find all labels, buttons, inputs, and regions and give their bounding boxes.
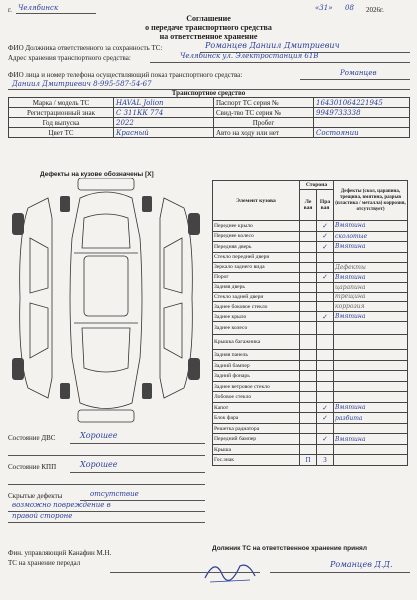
right-side-mark: ✓ bbox=[317, 272, 334, 283]
manager-sub-label: ТС на хранение передал bbox=[8, 559, 81, 567]
part-name: Крышка багажника bbox=[213, 335, 300, 350]
right-side-mark bbox=[317, 283, 334, 293]
right-side-mark bbox=[317, 392, 334, 403]
left-side-mark bbox=[300, 350, 317, 361]
right-side-mark bbox=[317, 371, 334, 382]
defect-remark: Вмятина bbox=[334, 221, 408, 232]
defect-remark bbox=[334, 444, 408, 455]
part-name: Решетка радиатора bbox=[213, 423, 300, 434]
defect-remark: царапина bbox=[334, 283, 408, 293]
table-row bbox=[213, 371, 408, 382]
presenter-label: ФИО лица и номер телефона осуществляющий показ транспортного средства: bbox=[8, 71, 243, 79]
vehicle-table bbox=[8, 97, 410, 138]
city-value: Челябинск bbox=[18, 4, 59, 12]
right-side-mark: ✓ bbox=[317, 434, 334, 445]
part-name: Капот bbox=[213, 402, 300, 413]
left-side-mark bbox=[300, 263, 317, 273]
table-row bbox=[213, 283, 408, 293]
left-side-mark bbox=[300, 423, 317, 434]
date-year: 2026г. bbox=[366, 6, 384, 14]
left-side-mark: П bbox=[300, 455, 317, 466]
table-row bbox=[213, 242, 408, 253]
right-side-mark bbox=[317, 423, 334, 434]
defect-remark bbox=[334, 350, 408, 361]
right-side-mark bbox=[317, 381, 334, 392]
left-side-mark bbox=[300, 413, 317, 424]
defect-remark: Вмятина bbox=[334, 434, 408, 445]
engine-condition-label: Состояние ДВС bbox=[8, 434, 56, 442]
right-side-mark bbox=[317, 292, 334, 302]
body-diagram-label: Дефекты на кузове обозначены [X] bbox=[40, 171, 154, 178]
part-name: Передняя дверь bbox=[213, 242, 300, 253]
part-name: Переднее крыло bbox=[213, 221, 300, 232]
right-side-mark: ✓ bbox=[317, 221, 334, 232]
responsible-label: ФИО Должника ответственного за сохранность ТС: bbox=[8, 44, 163, 52]
doc-title-3: на ответственное хранение bbox=[159, 32, 258, 41]
defect-remark: Вмятина bbox=[334, 311, 408, 322]
part-name: Заднее колесо bbox=[213, 322, 300, 335]
defect-remark: Вмятина bbox=[334, 402, 408, 413]
part-name: Заднее ветровое стекло bbox=[213, 381, 300, 392]
table-row bbox=[213, 402, 408, 413]
presenter-value-2: Даниил Дмитриевич 8-995-587-54-67 bbox=[12, 80, 152, 88]
defect-remark bbox=[334, 322, 408, 335]
left-side-mark bbox=[300, 252, 317, 263]
table-row: Марка / модель ТС HAVAL Jolion Паспорт ТС серия № 164301064221945 bbox=[9, 98, 410, 108]
part-name: Стекло передней двери bbox=[213, 252, 300, 263]
part-name: Лобовое стекло bbox=[213, 392, 300, 403]
right-side-mark bbox=[317, 302, 334, 312]
left-side-mark bbox=[300, 360, 317, 371]
left-side-mark bbox=[300, 292, 317, 302]
left-side-mark bbox=[300, 221, 317, 232]
part-name: Гос.знак bbox=[213, 455, 300, 466]
address-label: Адрес хранения транспортного средства: bbox=[8, 54, 131, 62]
right-side-mark: ✓ bbox=[317, 242, 334, 253]
hidden-defects-value-1: отсутствие bbox=[90, 490, 139, 498]
kpp-condition-label: Состояние КПП bbox=[8, 463, 57, 471]
part-name: Крыша bbox=[213, 444, 300, 455]
left-side-mark bbox=[300, 392, 317, 403]
right-side-mark bbox=[317, 263, 334, 273]
table-row bbox=[213, 455, 408, 466]
left-side-mark bbox=[300, 322, 317, 335]
parts-table: Элемент кузова Сторона Дефекты (скол, царапина, трещина, вмятина, разрыв (пластика / металла) коррозия, отсутствует) Ле вая Пра вая Переднее крыло ✓ Вмятина Переднее колесо ✓ сколотые Передняя дверь ✓ Вмятина Стекло передней двери Зеркало заднего вида Дефекты Порог ✓ Вмятина Задняя дверь царапина Стекло задней двери трещина Заднее боковое стекло коррозия Заднее крыло ✓ Вмятина Заднее колесо Крышка багажника Задняя панель Задний бампер Задний фонарь Заднее ветровое стекло Лобовое стекло Капот ✓ Вмятина Блок фара ✓ разбита Решетка радиатора Передний бампер ✓ Вмятина Крыша Гос.знак П З bbox=[214, 182, 406, 465]
debtor-label: Должник ТС на ответственное хранение принял bbox=[212, 545, 367, 552]
right-side-mark bbox=[317, 360, 334, 371]
left-side-mark bbox=[300, 434, 317, 445]
table-row bbox=[213, 381, 408, 392]
right-side-mark: ✓ bbox=[317, 402, 334, 413]
table-row bbox=[213, 292, 408, 302]
defect-remark: трещина bbox=[334, 292, 408, 302]
table-row bbox=[213, 302, 408, 312]
right-side-mark: ✓ bbox=[317, 413, 334, 424]
debtor-signature-value: Романцев Д.Д. bbox=[330, 560, 393, 569]
responsible-value: Романцев Даниил Дмитриевич bbox=[205, 41, 340, 50]
hidden-defects-label: Скрытые дефекты bbox=[8, 492, 63, 500]
manager-signature bbox=[200, 556, 260, 586]
date-day: «31» bbox=[315, 4, 333, 12]
defect-remark: сколотые bbox=[334, 231, 408, 242]
table-row bbox=[213, 272, 408, 283]
left-side-mark bbox=[300, 302, 317, 312]
table-row bbox=[213, 434, 408, 445]
table-row bbox=[213, 335, 408, 350]
right-side-mark bbox=[317, 335, 334, 350]
part-name: Переднее колесо bbox=[213, 231, 300, 242]
defect-remark: коррозия bbox=[334, 302, 408, 312]
city-label: г. bbox=[8, 6, 12, 14]
left-side-mark bbox=[300, 381, 317, 392]
defect-remark bbox=[334, 371, 408, 382]
defect-remark: Вмятина bbox=[334, 272, 408, 283]
part-name: Задний фонарь bbox=[213, 371, 300, 382]
defect-remark: Дефекты bbox=[334, 263, 408, 273]
part-name: Заднее крыло bbox=[213, 311, 300, 322]
hidden-defects-value-3: правой стороне bbox=[12, 512, 73, 520]
part-name: Зеркало заднего вида bbox=[213, 263, 300, 273]
table-row bbox=[213, 221, 408, 232]
vehicle-section-title: Транспортное средство bbox=[171, 89, 246, 97]
right-side-mark: З bbox=[317, 455, 334, 466]
doc-title-2: о передаче транспортного средства bbox=[145, 23, 272, 32]
left-side-mark bbox=[300, 231, 317, 242]
part-name: Заднее боковое стекло bbox=[213, 302, 300, 312]
defect-remark bbox=[334, 455, 408, 466]
car-body-diagram bbox=[8, 178, 204, 423]
table-row bbox=[213, 322, 408, 335]
defect-remark bbox=[334, 423, 408, 434]
part-name: Задняя панель bbox=[213, 350, 300, 361]
table-row: Год выпуска 2022 Пробег bbox=[9, 118, 410, 128]
table-row bbox=[213, 311, 408, 322]
table-row bbox=[213, 231, 408, 242]
right-side-mark bbox=[317, 322, 334, 335]
table-row bbox=[213, 413, 408, 424]
part-name: Порог bbox=[213, 272, 300, 283]
part-name: Задняя дверь bbox=[213, 283, 300, 293]
defect-remark bbox=[334, 392, 408, 403]
defect-remark: Вмятина bbox=[334, 242, 408, 253]
table-row bbox=[213, 423, 408, 434]
part-name: Задний бампер bbox=[213, 360, 300, 371]
doc-title-1: Соглашение bbox=[186, 14, 231, 23]
table-row bbox=[213, 252, 408, 263]
table-row bbox=[213, 392, 408, 403]
date-month: 08 bbox=[345, 4, 354, 12]
part-name: Стекло задней двери bbox=[213, 292, 300, 302]
right-side-mark: ✓ bbox=[317, 311, 334, 322]
right-side-mark: ✓ bbox=[317, 231, 334, 242]
defect-remark: разбита bbox=[334, 413, 408, 424]
table-row bbox=[213, 350, 408, 361]
defect-remark bbox=[334, 252, 408, 263]
part-name: Передний бампер bbox=[213, 434, 300, 445]
left-side-mark bbox=[300, 242, 317, 253]
defect-remark bbox=[334, 360, 408, 371]
right-side-mark bbox=[317, 252, 334, 263]
left-side-mark bbox=[300, 272, 317, 283]
left-side-mark bbox=[300, 311, 317, 322]
presenter-value-1: Романцев bbox=[340, 69, 377, 77]
kpp-condition-value: Хорошее bbox=[80, 460, 118, 469]
address-value: Челябинск ул. Электростанция 61В bbox=[180, 52, 319, 60]
hidden-defects-value-2: возможно повреждение в bbox=[12, 501, 111, 509]
left-side-mark bbox=[300, 283, 317, 293]
right-side-mark bbox=[317, 444, 334, 455]
table-row bbox=[213, 360, 408, 371]
table-row: Регистрационный знак С 311КК 774 Свид-тво ТС серия № 9949733338 bbox=[9, 108, 410, 118]
manager-label: Фин. управляющий Канафин М.Н. bbox=[8, 549, 112, 557]
table-row bbox=[213, 263, 408, 273]
left-side-mark bbox=[300, 402, 317, 413]
left-side-mark bbox=[300, 371, 317, 382]
table-row bbox=[213, 444, 408, 455]
left-side-mark bbox=[300, 335, 317, 350]
defect-remark bbox=[334, 381, 408, 392]
engine-condition-value: Хорошее bbox=[80, 431, 118, 440]
right-side-mark bbox=[317, 350, 334, 361]
part-name: Блок фара bbox=[213, 413, 300, 424]
table-row: Цвет ТС Красный Авто на ходу или нет Состоянии bbox=[9, 128, 410, 138]
left-side-mark bbox=[300, 444, 317, 455]
defect-remark bbox=[334, 335, 408, 350]
